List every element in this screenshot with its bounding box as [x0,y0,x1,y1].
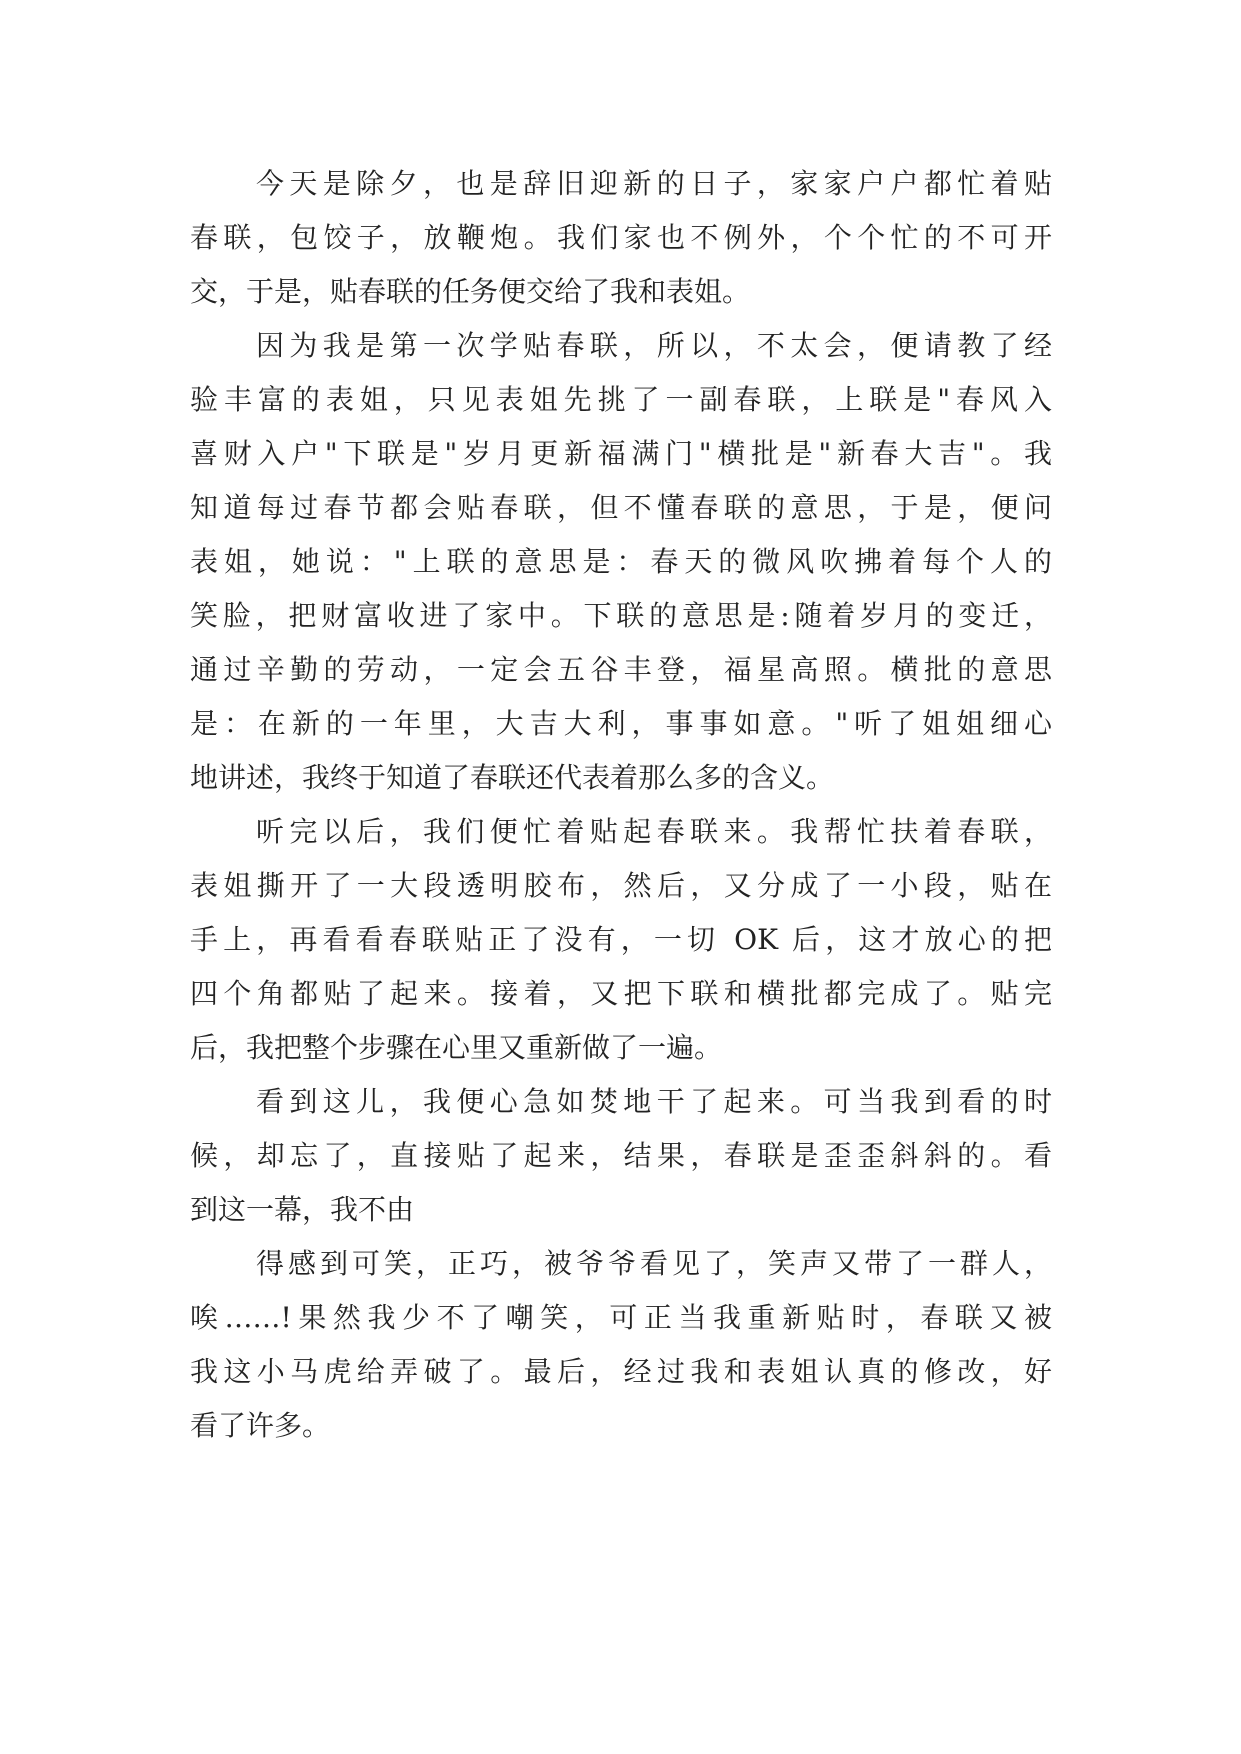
text-line: 笑脸，把财富收进了家中。下联的意思是:随着岁月的变迁， [190,599,1052,632]
text-line: 我这小马虎给弄破了。最后，经过我和表姐认真的修改，好 [190,1355,1052,1388]
paragraph [190,1237,1052,1453]
text-line: 春联，包饺子，放鞭炮。我们家也不例外，个个忙的不可开 [190,221,1052,254]
text-line: 通过辛勤的劳动，一定会五谷丰登，福星高照。横批的意思 [190,653,1052,686]
text-line: 验丰富的表姐，只见表姐先挑了一副春联，上联是"春风入 [190,383,1052,416]
text-line: 后，我把整个步骤在心里又重新做了一遍。 [190,1031,723,1064]
text-line: 喜财入户"下联是"岁月更新福满门"横批是"新春大吉"。我 [190,437,1052,470]
text-line: 唉……!果然我少不了嘲笑，可正当我重新贴时，春联又被 [190,1301,1052,1334]
text-line: 今天是除夕，也是辞旧迎新的日子，家家户户都忙着贴 [256,167,1052,200]
text-line: 看了许多。 [190,1409,331,1442]
paragraph [190,157,1052,319]
text-line: 交，于是，贴春联的任务便交给了我和表姐。 [190,275,751,308]
text-line: 候，却忘了，直接贴了起来，结果，春联是歪歪斜斜的。看 [190,1139,1052,1172]
text-line: 看到这儿，我便心急如焚地干了起来。可当我到看的时 [256,1085,1052,1118]
paragraph [190,1075,1052,1237]
text-line: 因为我是第一次学贴春联，所以，不太会，便请教了经 [256,329,1052,362]
text-line: 四个角都贴了起来。接着，又把下联和横批都完成了。贴完 [190,977,1052,1010]
text-line: 表姐撕开了一大段透明胶布，然后，又分成了一小段，贴在 [190,869,1052,902]
text-line: 手上，再看看春联贴正了没有，一切 OK 后，这才放心的把 [190,923,1052,956]
text-line: 知道每过春节都会贴春联，但不懂春联的意思，于是，便问 [190,491,1052,524]
text-line: 听完以后，我们便忙着贴起春联来。我帮忙扶着春联， [256,815,1052,848]
document-body [190,157,1052,1453]
text-line: 得感到可笑，正巧，被爷爷看见了，笑声又带了一群人， [256,1247,1052,1280]
paragraph [190,805,1052,1075]
text-line: 表姐，她说："上联的意思是：春天的微风吹拂着每个人的 [190,545,1052,578]
text-line: 地讲述，我终于知道了春联还代表着那么多的含义。 [190,761,835,794]
text-line: 是：在新的一年里，大吉大利，事事如意。"听了姐姐细心 [190,707,1052,740]
text-line: 到这一幕，我不由 [190,1193,415,1226]
paragraph [190,319,1052,805]
